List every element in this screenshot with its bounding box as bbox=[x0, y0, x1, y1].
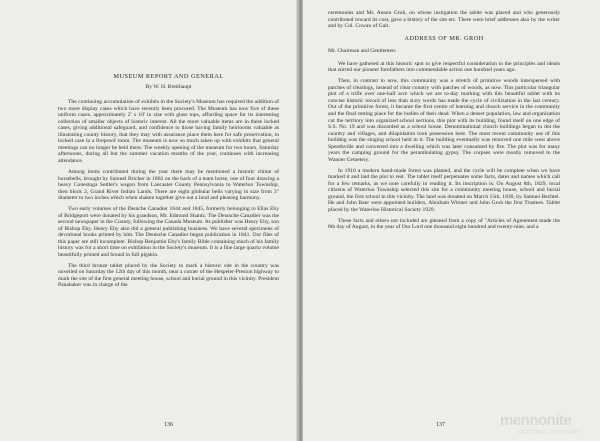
article-title: MUSEUM REPORT AND GENERAL bbox=[113, 73, 224, 80]
salutation: Mr. Chairman and Gentlemen: bbox=[328, 48, 397, 55]
left-page bbox=[0, 0, 298, 441]
left-page-text bbox=[58, 68, 279, 293]
paragraph: Two early volumes of the Deutche Canadier 1844 and 1845, formerly belonging to Elias Eby of Bridgeport were donated by his grandson, Mr. Edmund Shantz. The Deutsche Canadier was the second newspaper in the County, following the Canada Museum. Its publisher was Henry Eby, son of Bishop Eby. Henry Eby also did a general publishing business. We have several specimens of devotional books printed by him. The Deutsche Canadier began publication in 1841. Our files of this paper are still incomplete. Bishop Benjamin Eby's family Bible containing much of his family history was for a short time on exhibition in the Society's museum. It is a fine large quarto volume beautifully printed and bound in full pigskin. bbox=[58, 206, 279, 258]
paragraph: Then, in contrast to now, this community was a stretch of primitive woods interspersed with patches of clearings, instead of clear country with patches of woods, as now. This particular triangular plot of a trifle over one-half acre which we are to-day marking with this beautiful tablet with its concise historic record of less than sixty words has made the cycle of civilization in the last century. Out of the primitive forest, it became the first centre of learning and church service in the community and the final resting place for the bodies of their dead. When a denser population, law and organization cut the territory into organized school sections, this plot with its building, found itself on one edge of S.S. No. 19 and was discarded as a school house. Denominational church buildings began to dot the country and villages, and dilapidation took possession here. The most recent community use of this building was the singing school held in it. The building eventually was removed one mile west above Speedsville and converted into a dwelling which was later consumed by fire. The plot was for many years the camping ground for the perambulating gypsy. The corpses were mostly removed to the Wanner Cemetery. bbox=[328, 78, 560, 163]
paragraph: In 1910 a modern hand-made forest was planted, and the cycle will be complete when we have marked it and laid the plot to rest. The tablet itself perpetuates some facts, dates and names which call for a few remarks, as we note carefully in reading it. Its inscription is: On August 8th, 1829, local citizens of Waterloo Township selected this site for a community meeting house, school and burial ground, the first school in this vicinity. The land was donated on March 15th, 1830, by Samuel Bechtel. He and John Baer were appointed builders, Abraham Witmer and John Groh the first Trustees. Tablet placed by the Waterloo Historical Society 1929. bbox=[328, 167, 560, 213]
paragraph: The continuing accumulation of exhibits in the Society's Museum has required the addition of two more display cases which have recently been procured. The Museum has now five of these uniform cases, approximately 2' x 10' in size with glass tops, affording space for its interesting collection of smaller objects of historic interest. All the more valuable items are in these locked cases, giving additional safeguard, and confidence to those having family heirlooms valuable as illustrating county history, that they may with assurance place them here for safe preservation, in locked case in a fireproof room. The museum is now so much taken up with exhibits that general meetings can no longer be held there. The weekly opening of the museum for two hours, Saturday afternoons, during all but the summer vacation months of the year, continues with increasing attendance. bbox=[58, 99, 279, 165]
watermark-subtitle: HERITAGE PORTRAIT bbox=[518, 430, 581, 436]
paragraph: Among items contributed during the year there may be mentioned a historic chime of horsebells, brought by Samuel Bricker in 1802 on the back of a team horse, one of four drawing a heavy Conestoga Settler's wagon from Lancaster County Pennsylvania to Waterloo Township, then block 2, Grand River Indian Lands. There are eight globular bells varying in size from 3" diameter to two inches which when shaken together give out a loud and pleasing harmony. bbox=[58, 168, 279, 202]
paragraph: These facts and others not included are gleaned from a copy of "Articles of Agreement made the 8th day of August, in the year of Our Lord one thousand eight hundred and twenty-nine, and a bbox=[328, 217, 560, 231]
right-page-text bbox=[328, 10, 560, 235]
address-title: ADDRESS OF MR. GROH bbox=[404, 34, 484, 42]
watermark-logo bbox=[500, 408, 596, 438]
paragraph: ceremonies and Mr. Anson Groh, on whose instigation the tablet was placed and who generously contributed toward its cost, gave a history of the site etc. There were brief addresses also by the writer and by Col. Cowan of Galt. bbox=[328, 10, 560, 30]
right-page bbox=[303, 0, 600, 441]
watermark-wordmark: mennonite bbox=[500, 412, 572, 429]
page-number-right: 137 bbox=[436, 422, 445, 428]
paragraph: The third bronze tablet placed by the Society to mark a historic site in the country was unveiled on Saturday the 12th day of this month, near a corner of the Hespeler-Preston highway to mark the site of the first general meeting house, school and burial ground in this vicinity. President Panabaker was in charge of the bbox=[58, 262, 279, 289]
article-byline: By W. H. Breithaupt bbox=[145, 83, 192, 90]
page-number-left: 136 bbox=[164, 422, 173, 428]
paragraph: We have gathered at this historic spot to give respectful consideration to the principles and ideals that stirred our pioneer forefathers into commendable action one hundred years ago. bbox=[328, 60, 560, 74]
